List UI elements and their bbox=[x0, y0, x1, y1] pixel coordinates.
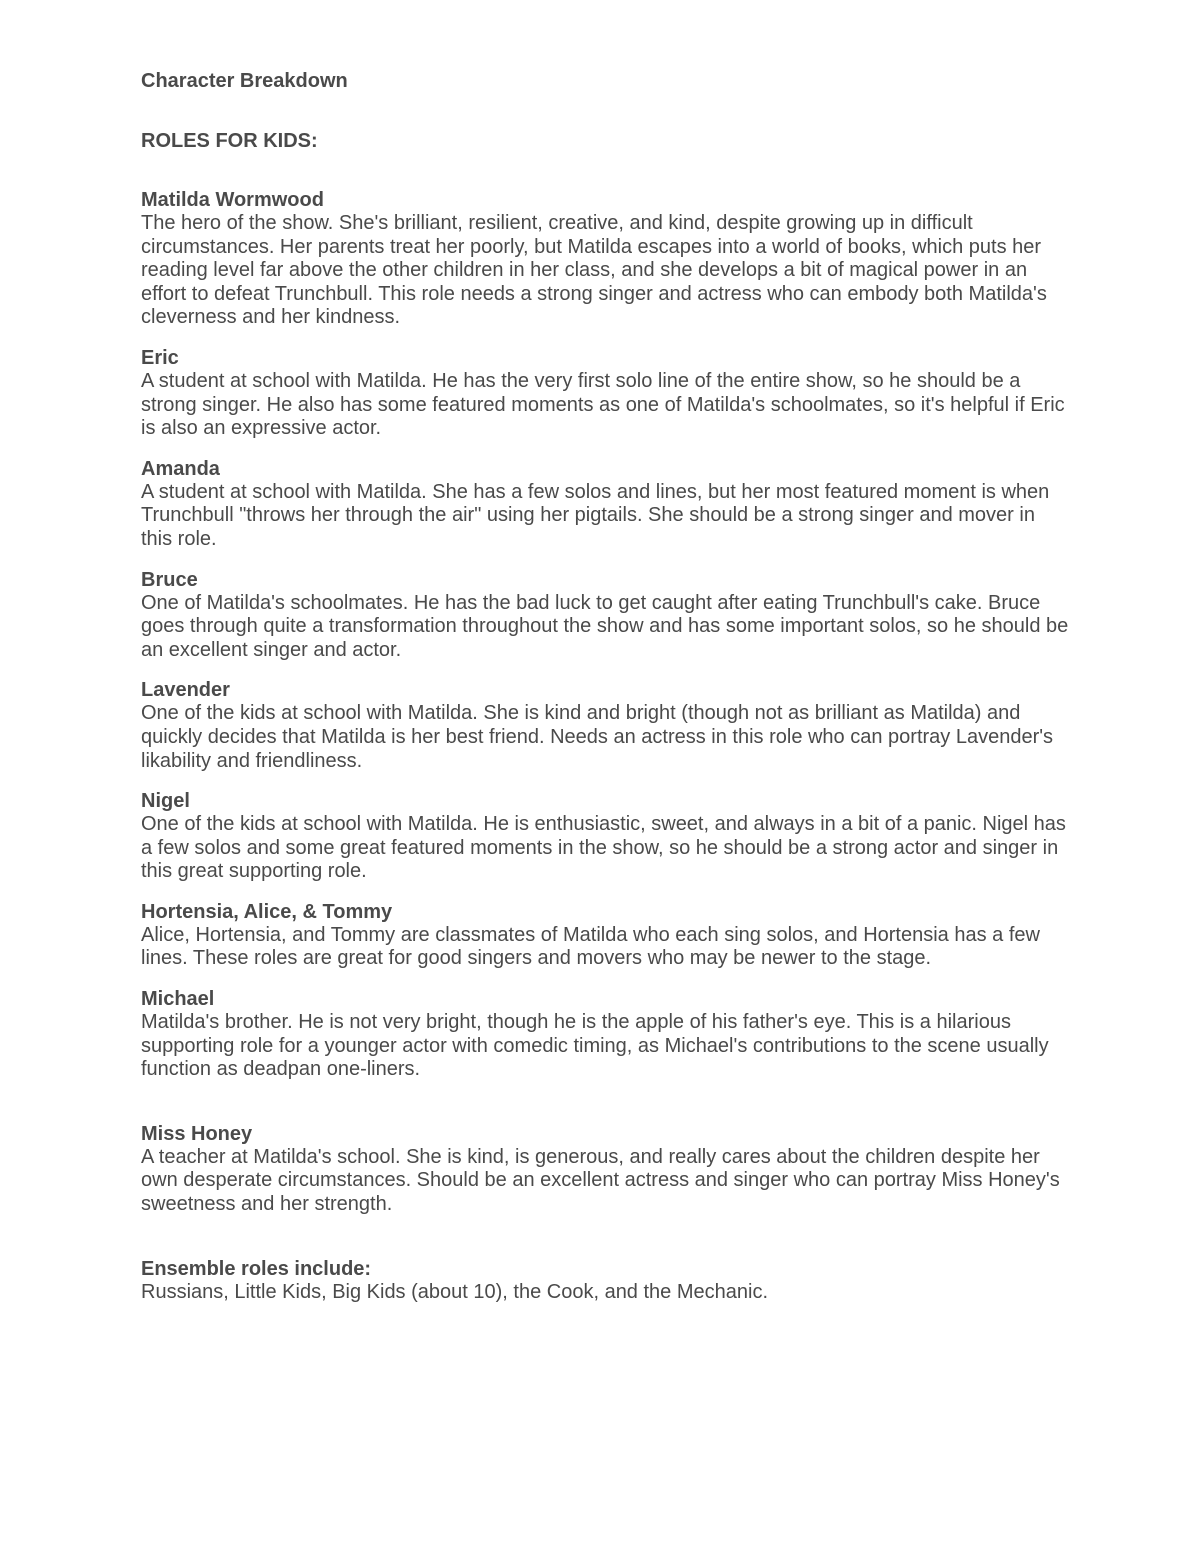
role-name: Amanda bbox=[141, 457, 220, 480]
role-bruce bbox=[141, 568, 1071, 663]
role-name: Ensemble roles include: bbox=[141, 1257, 372, 1280]
role-name: Eric bbox=[141, 346, 179, 369]
role-description: A student at school with Matilda. She has a few solos and lines, but her most featured moment is when Trunchbull "throws her through the air" using her pigtails. She should be a strong singer and mover in this role. bbox=[141, 480, 1050, 550]
role-nigel bbox=[141, 789, 1071, 884]
roles-list bbox=[141, 188, 1071, 1304]
role-hortensia-alice-tommy bbox=[141, 900, 1071, 971]
document-title: Character Breakdown bbox=[141, 70, 348, 92]
role-description: One of Matilda's schoolmates. He has the bad luck to get caught after eating Trunchbull's cake. Bruce goes through quite a transformation throughout the show and has some important solos, so he should be an excellent singer and actor. bbox=[141, 591, 1069, 661]
role-description: Matilda's brother. He is not very bright, though he is the apple of his father's eye. This is a hilarious supporting role for a younger actor with comedic timing, as Michael's contributions to the scene usually function as deadpan one-liners. bbox=[141, 1011, 1049, 1081]
role-eric bbox=[141, 346, 1071, 441]
role-michael bbox=[141, 987, 1071, 1082]
role-description: One of the kids at school with Matilda. She is kind and bright (though not as brilliant as Matilda) and quickly decides that Matilda is her best friend. Needs an actress in this role who can portray Lavender's likability and friendliness. bbox=[141, 702, 1054, 772]
role-name: Michael bbox=[141, 988, 215, 1011]
role-amanda bbox=[141, 457, 1071, 552]
role-name: Hortensia, Alice, & Tommy bbox=[141, 900, 393, 923]
role-description: A student at school with Matilda. He has the very first solo line of the entire show, so he should be a strong singer. He also has some featured moments as one of Matilda's schoolmates, so it's helpful if Eric is also an expressive actor. bbox=[141, 369, 1065, 440]
role-description: Alice, Hortensia, and Tommy are classmates of Matilda who each sing solos, and Hortensia has a few lines. These roles are great for good singers and movers who may be newer to the stage. bbox=[141, 923, 1040, 970]
role-matilda-wormwood bbox=[141, 188, 1071, 330]
role-name: Matilda Wormwood bbox=[141, 189, 324, 211]
role-description: The hero of the show. She's brilliant, resilient, creative, and kind, despite growing up in difficult circumstances. Her parents treat her poorly, but Matilda escapes into a world of books, which puts her reading level far above the other children in her class, and she develops a bit of magical power in an effort to defeat Trunchbull. This role needs a strong singer and actress who can embody both Matilda's cleverness and her kindness. bbox=[141, 212, 1047, 329]
role-name: Miss Honey bbox=[141, 1122, 253, 1145]
role-description: Russians, Little Kids, Big Kids (about 10), the Cook, and the Mechanic. bbox=[141, 1280, 769, 1303]
role-description: A teacher at Matilda's school. She is kind, is generous, and really cares about the children despite her own desperate circumstances. Should be an excellent actress and singer who can portray Miss Honey's sweetness and her strength. bbox=[141, 1145, 1060, 1216]
role-miss-honey bbox=[141, 1122, 1071, 1217]
section-heading: ROLES FOR KIDS: bbox=[141, 130, 318, 152]
role-name: Bruce bbox=[141, 568, 198, 591]
role-ensemble bbox=[141, 1257, 1071, 1305]
role-lavender bbox=[141, 678, 1071, 773]
role-name: Nigel bbox=[141, 790, 190, 813]
role-description: One of the kids at school with Matilda. He is enthusiastic, sweet, and always in a bit of a panic. Nigel has a few solos and some great featured moments in the show, so he should be a strong actor and singer in this great supporting role. bbox=[141, 813, 1066, 883]
document-page bbox=[141, 68, 1071, 1320]
role-name: Lavender bbox=[141, 679, 230, 702]
